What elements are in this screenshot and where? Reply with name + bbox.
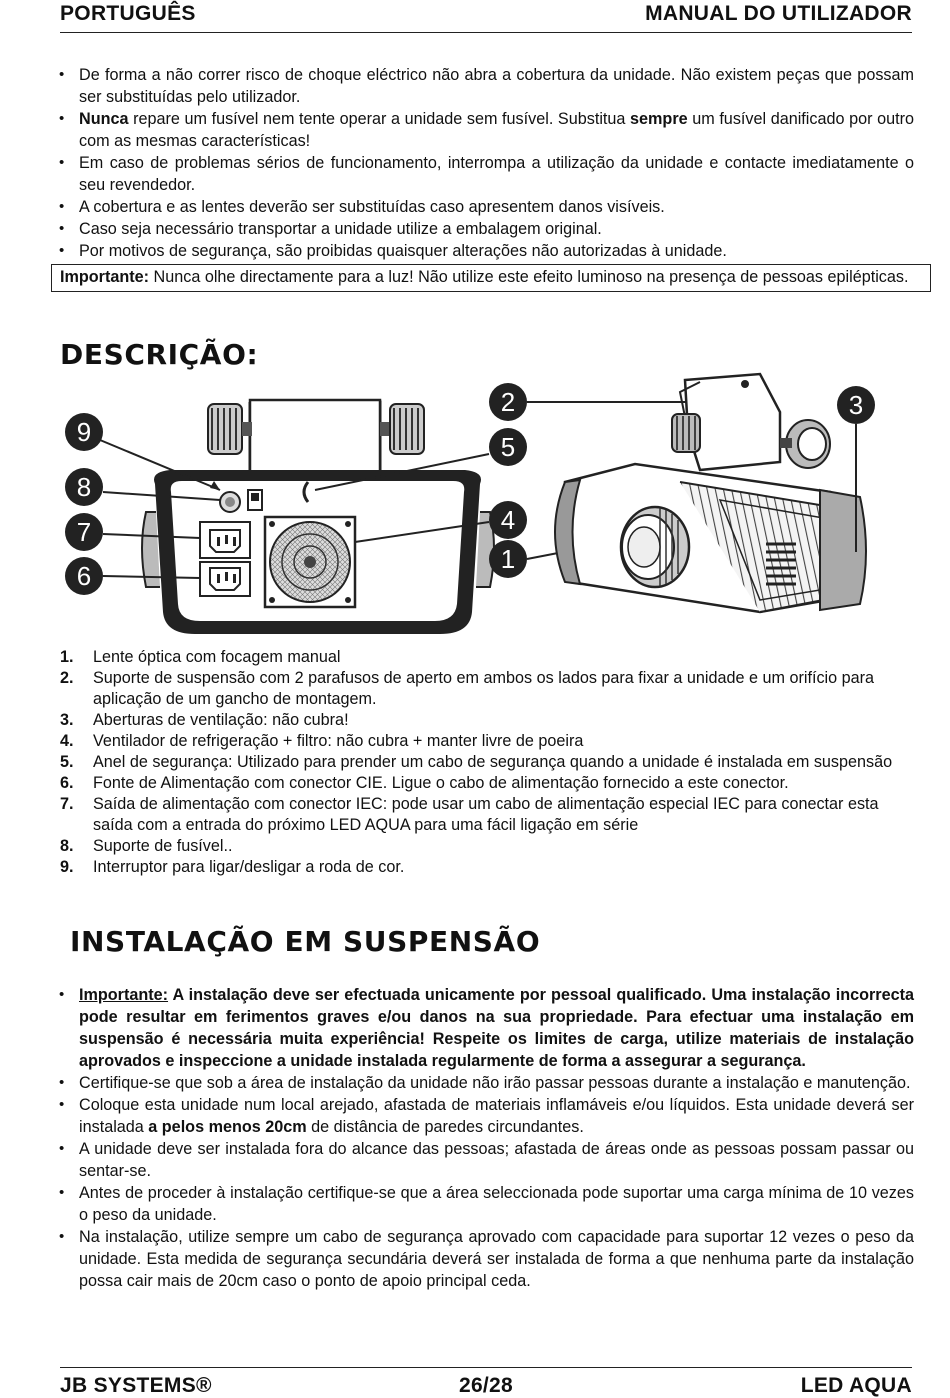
- svg-text:1: 1: [500, 544, 516, 574]
- callout-2: [489, 383, 700, 421]
- page-header: [60, 2, 912, 33]
- list-item: • Importante: A instalação deve ser efectuada unicamente por pessoal qualificado. Uma instalação incorrecta pode resultar em ferimentos graves e/ou danos na sua propriedade. Para efectuar uma instalação em suspensão é necessária muita experiência! Respeite os limites de carga, utilize materiais de instalação aprovados e inspeccione a unidade instalada regularmente de forma a assegurar a segurança.: [57, 984, 914, 1072]
- installation-list: [57, 984, 914, 1292]
- svg-text:5: 5: [500, 432, 516, 462]
- list-item: 6. Fonte de Alimentação com conector CIE. Ligue o cabo de alimentação fornecido a este conector.: [60, 774, 789, 792]
- section-title-description: DESCRIÇÃO:: [60, 338, 259, 371]
- list-item: 5. Anel de segurança: Utilizado para prender um cabo de segurança quando a unidade é instalada em suspensão: [60, 753, 893, 771]
- important-label: Importante:: [60, 268, 150, 286]
- list-item: • Em caso de problemas sérios de funcionamento, interrompa a utilização da unidade e contacte imediatamente o seu revendedor.: [57, 152, 914, 196]
- list-item: 1. Lente óptica com focagem manual: [60, 648, 341, 666]
- product-figure: [60, 372, 920, 634]
- footer-brand: JB SYSTEMS®: [60, 1374, 212, 1397]
- parts-list: [60, 647, 920, 878]
- list-item: • Coloque esta unidade num local arejado, afastada de materiais inflamáveis e/ou líquidos. Esta unidade deverá ser instalada a pelos menos 20cm de distância de paredes circundantes.: [57, 1094, 914, 1138]
- header-manual-title: MANUAL DO UTILIZADOR: [645, 2, 912, 25]
- list-item: • Nunca repare um fusível nem tente operar a unidade sem fusível. Substitua sempre um fusível danificado por outro com as mesmas características!: [57, 108, 914, 152]
- list-item: 4. Ventilador de refrigeração + filtro: não cubra + manter livre de poeira: [60, 732, 584, 750]
- header-language: PORTUGUÊS: [60, 2, 196, 25]
- left-knob: [208, 404, 252, 454]
- svg-text:7: 7: [76, 517, 92, 547]
- list-item: • Certifique-se que sob a área de instalação da unidade não irão passar pessoas durante a instalação e manutenção.: [57, 1072, 914, 1094]
- svg-text:9: 9: [76, 417, 92, 447]
- product-drawing: [60, 372, 920, 634]
- list-item: • A cobertura e as lentes deverão ser substituídas caso apresentem danos visíveis.: [57, 196, 914, 218]
- safety-list: [57, 64, 914, 262]
- svg-text:8: 8: [76, 472, 92, 502]
- list-item: 2. Suporte de suspensão com 2 parafusos de aperto em ambos os lados para fixar a unidade e um orifício para aplicação de um gancho de montagem.: [60, 669, 875, 708]
- list-item: 7. Saída de alimentação com conector IEC: pode usar um cabo de alimentação especial IEC para conectar esta saída com a entrada do próximo LED AQUA para uma fácil ligação em série: [60, 795, 879, 834]
- list-item: • Antes de proceder à instalação certifique-se que a área seleccionada pode suportar uma carga mínima de 10 vezes o peso da unidade.: [57, 1182, 914, 1226]
- list-item: 9. Interruptor para ligar/desligar a roda de cor.: [60, 858, 405, 876]
- list-item: 3. Aberturas de ventilação: não cubra!: [60, 711, 349, 729]
- list-item: • Na instalação, utilize sempre um cabo de segurança aprovado com capacidade para suportar 12 vezes o peso da unidade. Esta medida de segurança secundária deverá ser instalada de forma a que nenhuma parte da instalação possa cair mais de 20cm caso o ponto de apoio principal ceda.: [57, 1226, 914, 1292]
- footer-product: LED AQUA: [800, 1374, 912, 1397]
- important-text: Nunca olhe directamente para a luz! Não utilize este efeito luminoso na presença de pessoas epilépticas.: [149, 268, 909, 286]
- page-footer: [60, 1367, 912, 1398]
- right-knob: [380, 404, 424, 454]
- svg-text:2: 2: [500, 387, 516, 417]
- svg-text:6: 6: [76, 561, 92, 591]
- rear-view-drawing: [142, 400, 494, 634]
- list-item: • De forma a não correr risco de choque eléctrico não abra a cobertura da unidade. Não existem peças que possam ser substituídas pelo utilizador.: [57, 64, 914, 108]
- list-item: • Por motivos de segurança, são proibidas quaisquer alterações não autorizadas à unidade.: [57, 240, 914, 262]
- front-view-drawing: [555, 374, 866, 612]
- list-item: • A unidade deve ser instalada fora do alcance das pessoas; afastada de áreas onde as pessoas possam passar ou sentar-se.: [57, 1138, 914, 1182]
- svg-text:4: 4: [500, 505, 516, 535]
- svg-text:3: 3: [848, 390, 864, 420]
- list-item: 8. Suporte de fusível..: [60, 837, 233, 855]
- section-title-installation: INSTALAÇÃO EM SUSPENSÃO: [70, 925, 541, 958]
- important-warning-box: [51, 264, 931, 292]
- list-item: • Caso seja necessário transportar a unidade utilize a embalagem original.: [57, 218, 914, 240]
- footer-page-number: 26/28: [458, 1374, 514, 1397]
